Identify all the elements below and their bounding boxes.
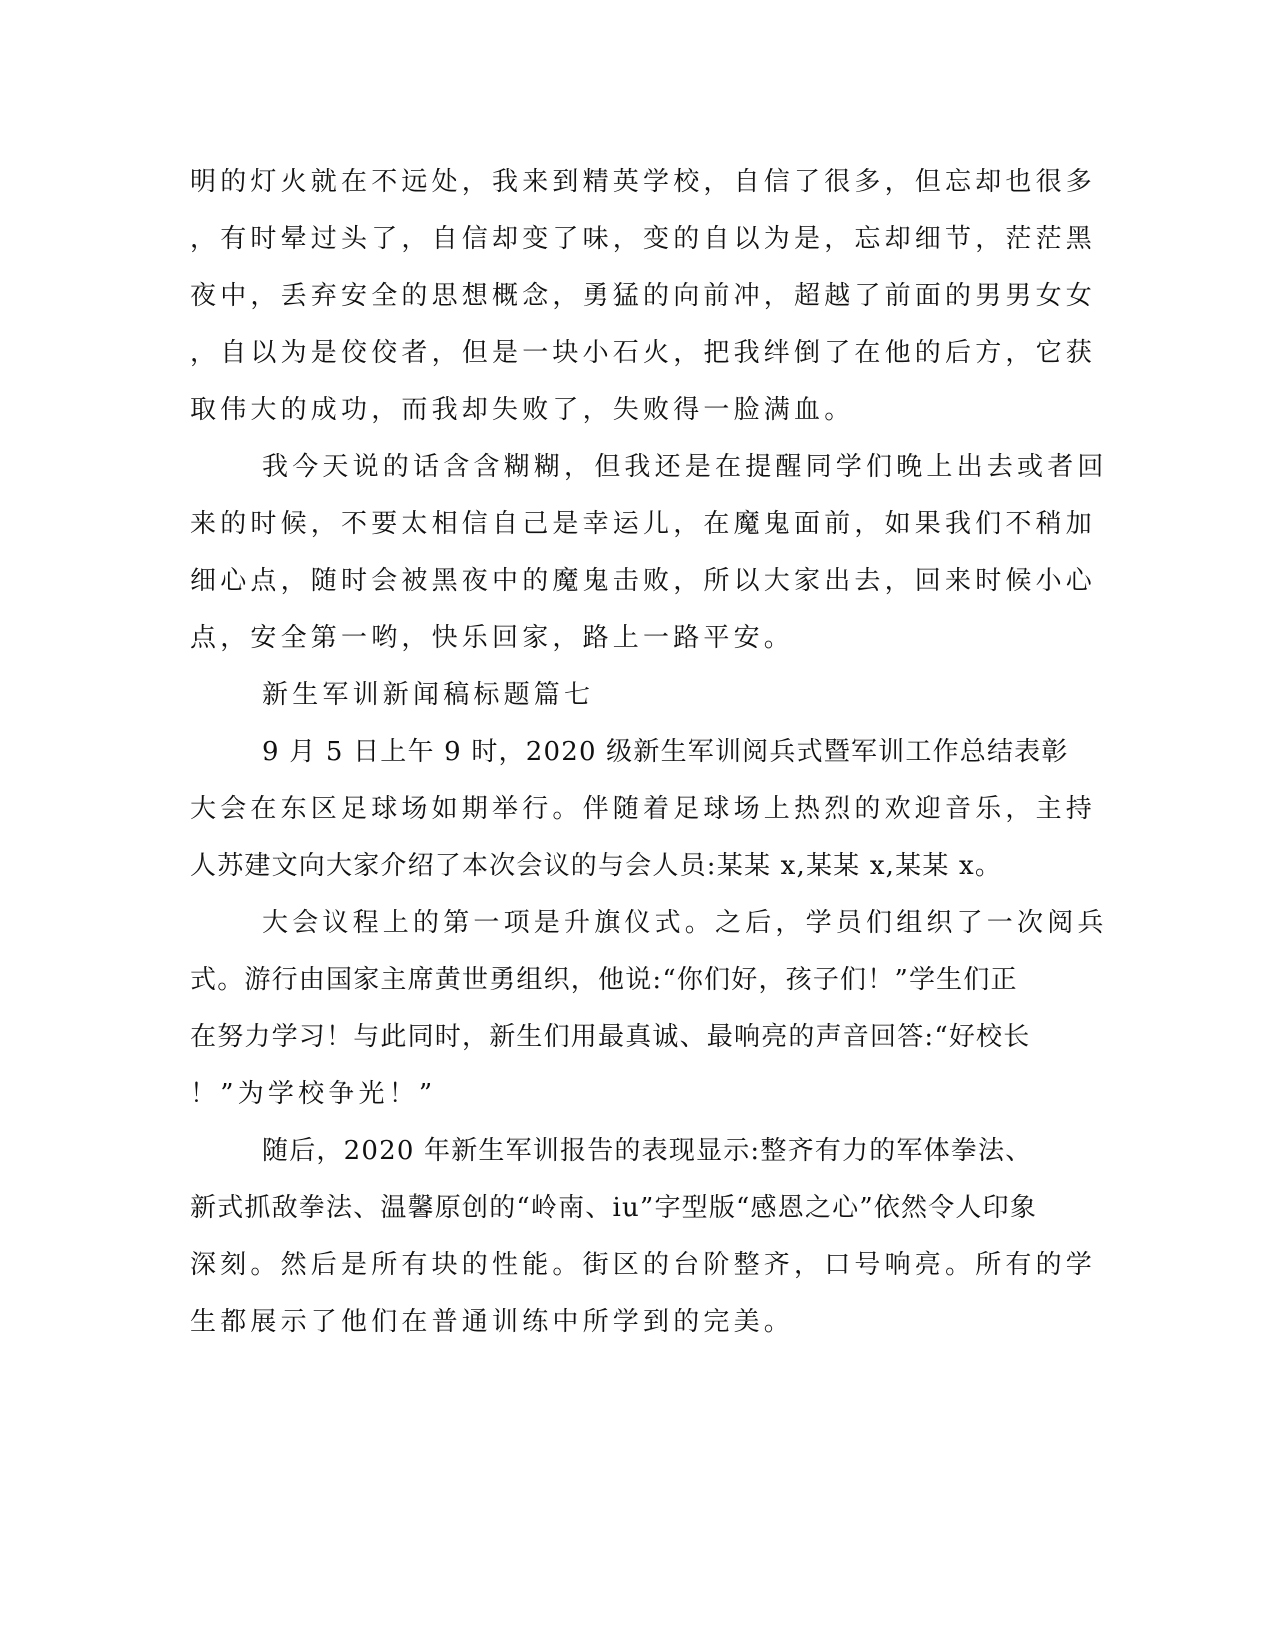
section-heading: 新生军训新闻稿标题篇七 [262, 680, 595, 710]
paragraph-line: ，自以为是佼佼者，但是一块小石火，把我绊倒了在他的后方，它获 [190, 338, 1097, 368]
paragraph-line: 随后，2020 年新生军训报告的表现显示:整齐有力的军体拳法、 [262, 1136, 1033, 1166]
paragraph-line: 生都展示了他们在普通训练中所学到的完美。 [190, 1307, 795, 1337]
paragraph-line: 深刻。然后是所有块的性能。街区的台阶整齐，口号响亮。所有的学 [190, 1250, 1097, 1280]
paragraph-line: 点，安全第一哟，快乐回家，路上一路平安。 [190, 623, 795, 653]
paragraph-line: 式。游行由国家主席黄世勇组织，他说:“你们好，孩子们！”学生们正 [190, 965, 1018, 995]
paragraph-line: 大会议程上的第一项是升旗仪式。之后，学员们组织了一次阅兵 [262, 908, 1108, 938]
paragraph-line: 人苏建文向大家介绍了本次会议的与会人员:某某 x,某某 x,某某 x。 [190, 851, 1003, 881]
paragraph-line: 夜中，丢弃安全的思想概念，勇猛的向前冲，超越了前面的男男女女 [190, 281, 1097, 311]
paragraph-line: 在努力学习！与此同时，新生们用最真诚、最响亮的声音回答:“好校长 [190, 1022, 1031, 1052]
paragraph-line: ！”为学校争光！” [190, 1079, 437, 1109]
paragraph-line: 细心点，随时会被黑夜中的魔鬼击败，所以大家出去，回来时候小心 [190, 566, 1097, 596]
paragraph-line: 新式抓敌拳法、温馨原创的“岭南、iu”字型版“感恩之心”依然令人印象 [190, 1193, 1038, 1223]
paragraph-line: 来的时候，不要太相信自己是幸运儿，在魔鬼面前，如果我们不稍加 [190, 509, 1097, 539]
paragraph-line: 我今天说的话含含糊糊，但我还是在提醒同学们晚上出去或者回 [262, 452, 1108, 482]
paragraph-line: ，有时晕过头了，自信却变了味，变的自以为是，忘却细节，茫茫黑 [190, 224, 1097, 254]
paragraph-line: 明的灯火就在不远处，我来到精英学校，自信了很多，但忘却也很多 [190, 167, 1097, 197]
paragraph-line: 9 月 5 日上午 9 时，2020 级新生军训阅兵式暨军训工作总结表彰 [262, 737, 1069, 767]
paragraph-line: 大会在东区足球场如期举行。伴随着足球场上热烈的欢迎音乐，主持 [190, 794, 1097, 824]
paragraph-line: 取伟大的成功，而我却失败了，失败得一脸满血。 [190, 395, 855, 425]
